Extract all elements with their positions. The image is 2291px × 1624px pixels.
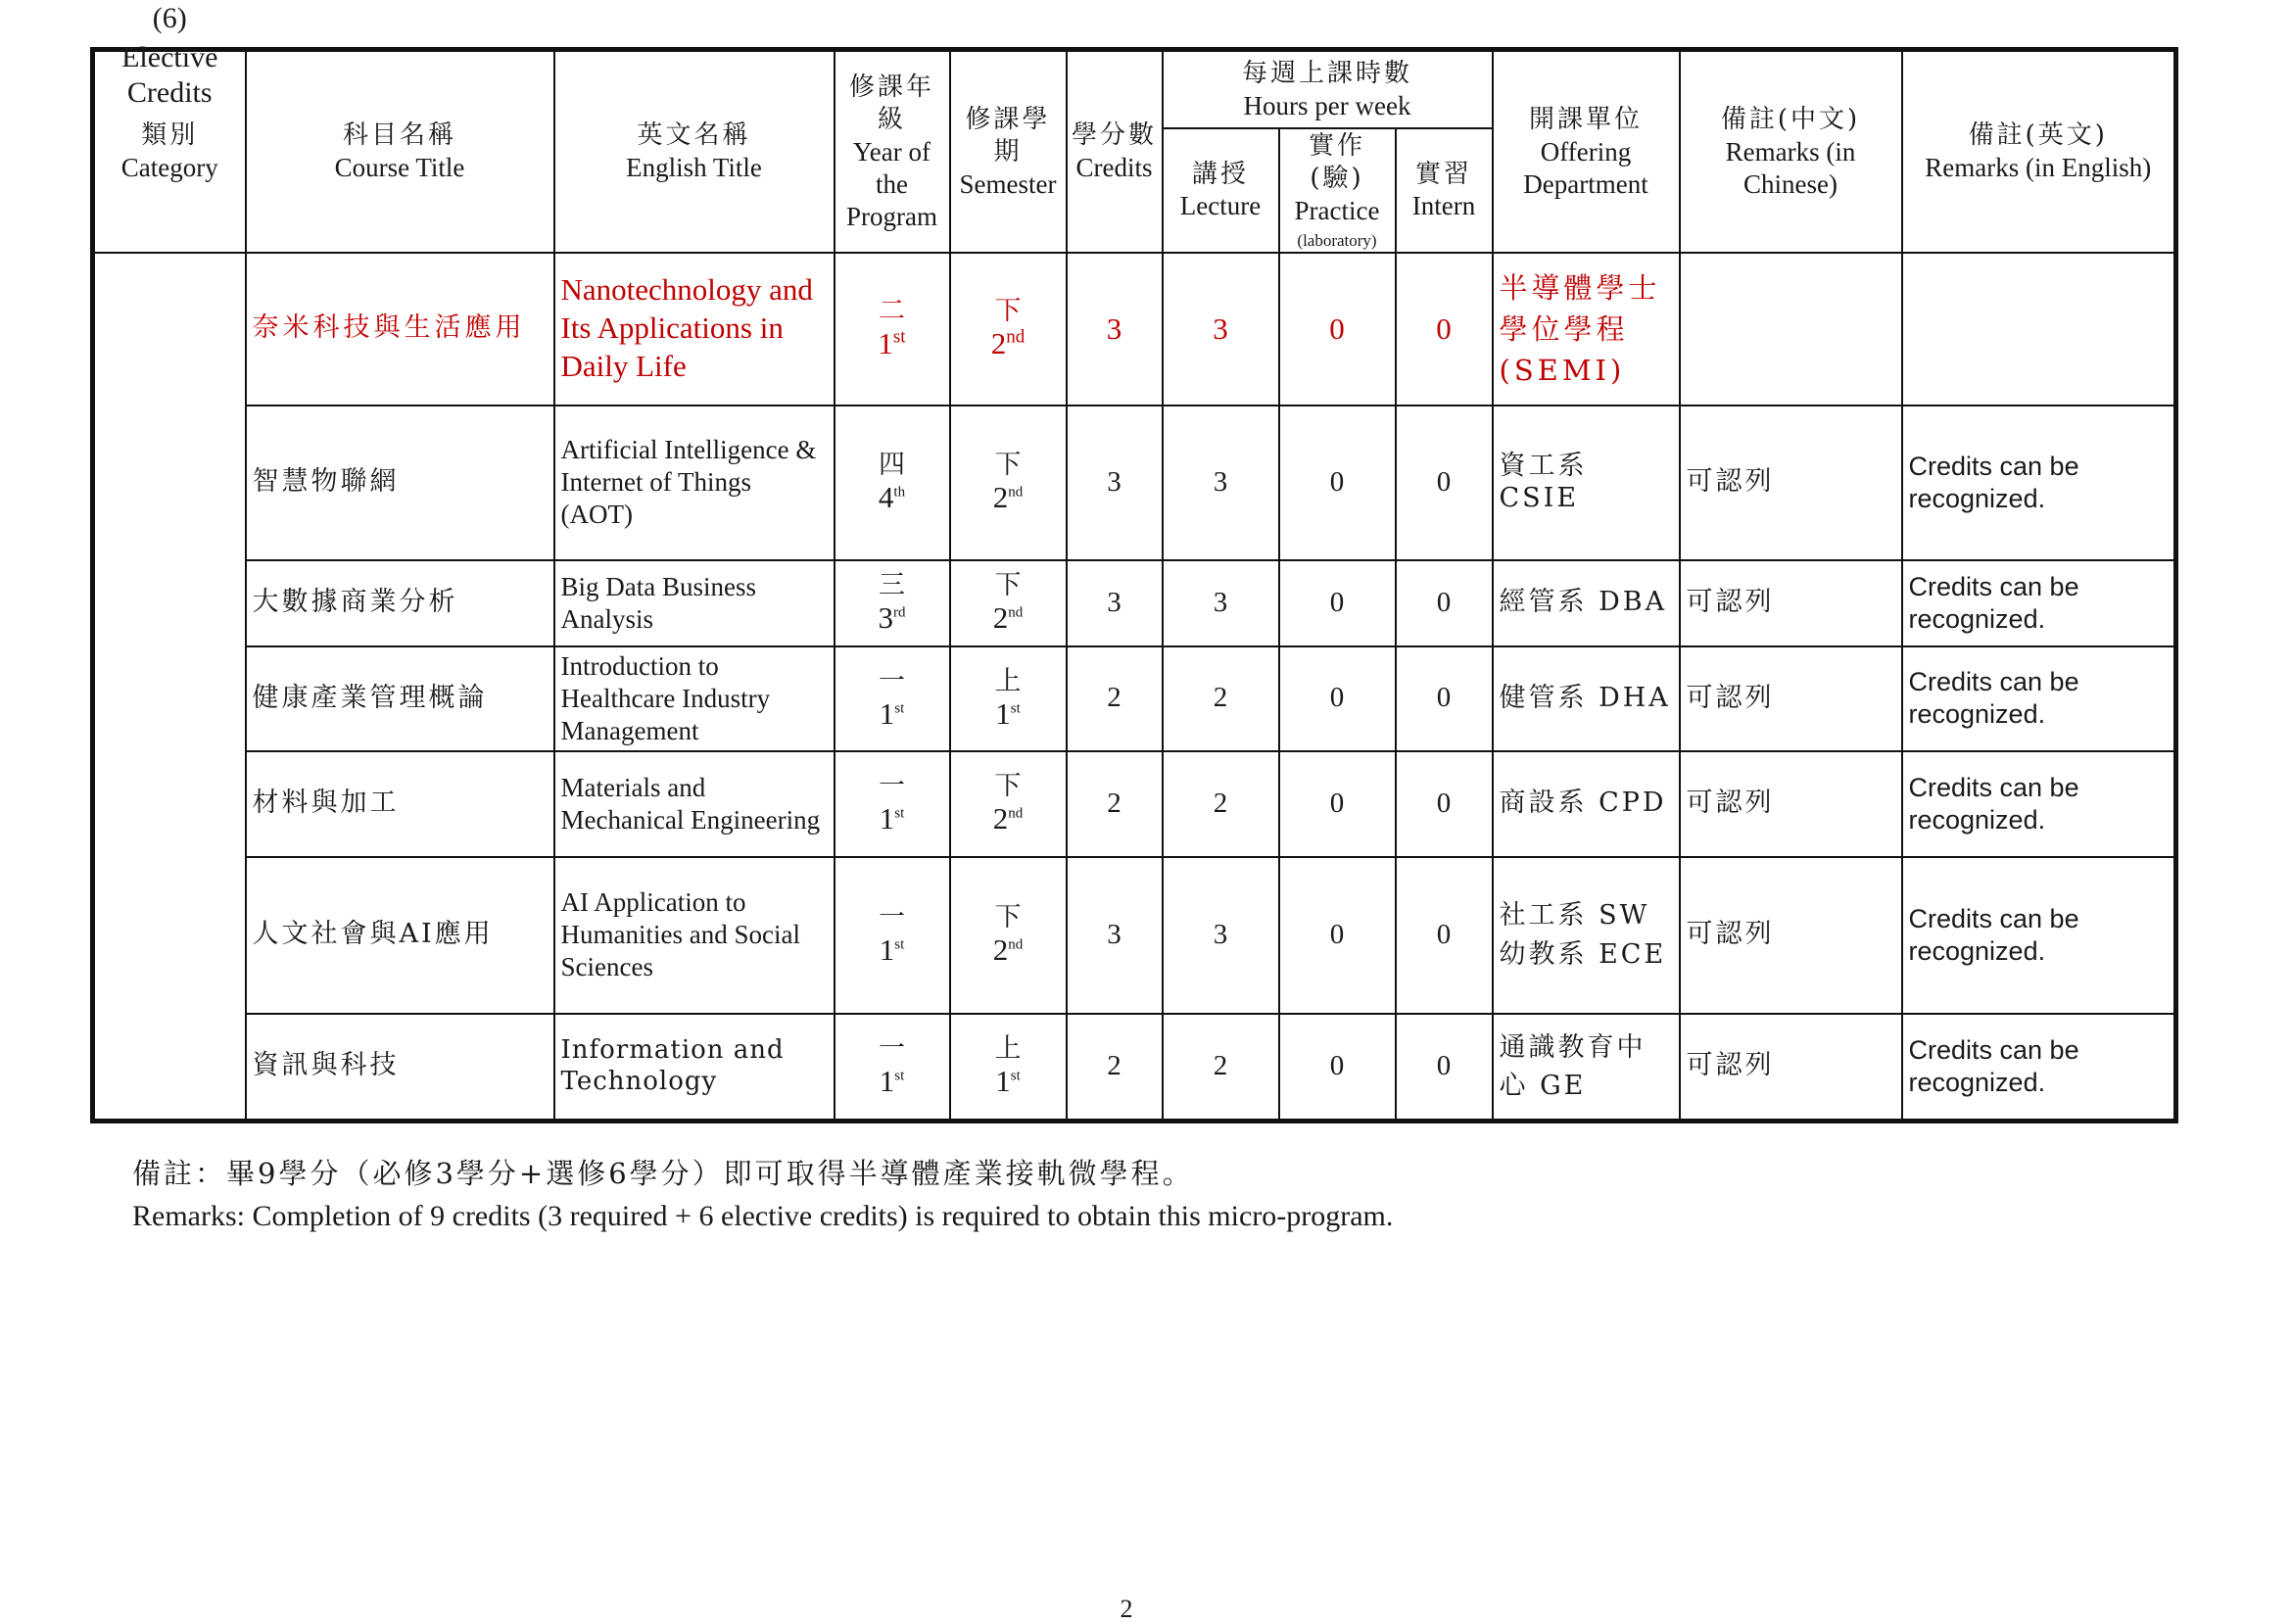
course-title-zh: 健康產業管理概論: [246, 646, 554, 751]
header-semester: [950, 50, 1067, 253]
practice-cell: 0: [1279, 253, 1396, 406]
course-title-zh: 資訊與科技: [246, 1014, 554, 1122]
remark-zh-cell: 可認列: [1680, 1014, 1902, 1122]
course-title-zh: 智慧物聯網: [246, 406, 554, 560]
semester-num: 2: [992, 480, 1009, 515]
practice-cell: 0: [1279, 751, 1396, 857]
remark-zh-cell: 可認列: [1680, 751, 1902, 857]
header-course-title-en: Course Title: [334, 153, 465, 183]
course-title-en: Artificial Intelligence & Internet of Things (AOT): [554, 406, 835, 560]
remark-zh-cell: [1680, 253, 1902, 406]
header-department: [1493, 50, 1680, 253]
year-cell: [835, 253, 950, 406]
intern-cell: 0: [1396, 406, 1493, 560]
header-remarks-english-zh: 備註(英文): [1968, 120, 2108, 151]
lecture-cell: 3: [1163, 560, 1279, 646]
remark-zh-cell: 可認列: [1680, 857, 1902, 1014]
table-row: [93, 751, 2176, 857]
year-num: 3: [878, 600, 893, 636]
year-num: 1: [879, 1064, 895, 1099]
semester-num: 2: [992, 932, 1009, 968]
year-zh: 一: [879, 771, 905, 802]
year-cell: [835, 560, 950, 646]
header-credits-zh: 學分數: [1071, 120, 1157, 151]
header-practice: [1279, 128, 1396, 253]
year-zh: 二: [879, 296, 905, 327]
semester-zh: 上: [994, 665, 1022, 696]
header-intern-zh: 實習: [1414, 159, 1472, 189]
year-suffix: rd: [893, 604, 906, 621]
practice-cell: 0: [1279, 1014, 1396, 1122]
course-title-en: Nanotechnology and Its Applications in Daily Life: [554, 253, 835, 406]
course-title-en: Materials and Mechanical Engineering: [554, 751, 835, 857]
semester-zh: 下: [994, 902, 1022, 933]
header-lecture-en: Lecture: [1179, 191, 1262, 221]
remark-en-cell: Credits can be recognized.: [1902, 857, 2176, 1014]
header-credits: [1067, 50, 1163, 253]
intern-cell: 0: [1396, 751, 1493, 857]
year-zh: 四: [878, 450, 905, 481]
year-zh: 一: [879, 665, 905, 696]
credits-cell: 2: [1067, 646, 1163, 751]
year-zh: 三: [879, 570, 905, 601]
year-cell: [835, 751, 950, 857]
header-practice-en: Practice: [1294, 195, 1380, 225]
remark-zh-cell: 可認列: [1680, 560, 1902, 646]
course-title-en: Big Data Business Analysis: [554, 560, 835, 646]
header-intern-en: Intern: [1411, 191, 1476, 221]
department-cell: 商設系 CPD: [1493, 751, 1680, 857]
year-cell: [835, 646, 950, 751]
year-num: 1: [879, 801, 895, 836]
header-credits-en: Credits: [1075, 153, 1153, 183]
department-cell: 經管系 DBA: [1493, 560, 1680, 646]
credits-cell: 2: [1067, 751, 1163, 857]
semester-suffix: nd: [1008, 936, 1024, 953]
remark-en-cell: Credits can be recognized.: [1902, 406, 2176, 560]
header-semester-zh: 修課學期: [965, 104, 1051, 167]
practice-cell: 0: [1279, 857, 1396, 1014]
category-en1: Elective: [121, 40, 218, 73]
header-remarks-chinese: [1680, 50, 1902, 253]
remark-en-cell: Credits can be recognized.: [1902, 560, 2176, 646]
department-cell: 通識教育中心 GE: [1493, 1014, 1680, 1122]
semester-cell: [950, 253, 1067, 406]
department-cell: 半導體學士學位學程 (SEMI): [1493, 253, 1680, 406]
lecture-cell: 2: [1163, 646, 1279, 751]
remark-en-cell: Credits can be recognized.: [1902, 751, 2176, 857]
remarks-note-en: Remarks: Completion of 9 credits (3 required + 6 elective credits) is required to obtain this micro-program.: [132, 1200, 1394, 1232]
semester-zh: 下: [994, 570, 1022, 601]
course-title-en: Introduction to Healthcare Industry Management: [554, 646, 835, 751]
header-course-title: [246, 50, 554, 253]
header-semester-en: Semester: [959, 169, 1057, 200]
header-course-title-zh: 科目名稱: [342, 120, 456, 151]
semester-zh: 下: [994, 771, 1022, 802]
semester-num: 1: [995, 1064, 1011, 1099]
course-title-zh: 大數據商業分析: [246, 560, 554, 646]
course-title-zh: 奈米科技與生活應用: [246, 253, 554, 406]
header-english-title-en: English Title: [626, 153, 762, 183]
header-category-zh: 類別: [141, 120, 199, 151]
lecture-cell: 2: [1163, 751, 1279, 857]
header-remarks-chinese-zh: 備註(中文): [1720, 105, 1861, 134]
remark-en-cell: Credits can be recognized.: [1902, 1014, 2176, 1122]
semester-num: 2: [990, 326, 1007, 361]
semester-cell: [950, 857, 1067, 1014]
year-suffix: st: [892, 326, 906, 348]
year-suffix: st: [894, 700, 905, 717]
intern-cell: 0: [1396, 253, 1493, 406]
practice-cell: 0: [1279, 560, 1396, 646]
semester-cell: [950, 751, 1067, 857]
remark-en-cell: Credits can be recognized.: [1902, 646, 2176, 751]
header-year: [835, 50, 950, 253]
semester-num: 2: [992, 600, 1009, 636]
year-zh: 一: [879, 902, 905, 933]
semester-zh: 下: [994, 450, 1022, 481]
course-table: [90, 2, 2178, 1123]
header-practice-sub: (laboratory): [1297, 230, 1377, 250]
header-hours-zh: 每週上課時數: [1241, 58, 1412, 88]
course-title-en: Information and Technology: [554, 1014, 835, 1122]
semester-zh: 下: [994, 296, 1022, 327]
lecture-cell: 2: [1163, 1014, 1279, 1122]
semester-suffix: nd: [1006, 326, 1026, 348]
credits-cell: 3: [1067, 560, 1163, 646]
table-row: [93, 646, 2176, 751]
category-en2: Credits: [126, 75, 213, 109]
intern-cell: 0: [1396, 1014, 1493, 1122]
year-suffix: st: [894, 936, 905, 953]
semester-num: 1: [995, 695, 1011, 731]
header-year-zh: 修課年級: [848, 72, 934, 135]
year-num: 1: [878, 326, 893, 361]
header-remarks-english: [1902, 50, 2176, 253]
remark-en-cell: [1902, 253, 2176, 406]
semester-cell: [950, 560, 1067, 646]
year-suffix: st: [894, 805, 905, 822]
department-cell: 社工系 SW 幼教系 ECE: [1493, 857, 1680, 1014]
table-row: [93, 1014, 2176, 1122]
header-lecture-zh: 講授: [1191, 159, 1249, 189]
header-practice-zh: 實作(驗): [1308, 130, 1365, 194]
lecture-cell: 3: [1163, 857, 1279, 1014]
department-cell: 資工系 CSIE: [1493, 406, 1680, 560]
year-num: 4: [878, 480, 894, 515]
semester-suffix: nd: [1008, 484, 1024, 501]
header-hours-en: Hours per week: [1243, 90, 1411, 120]
header-department-en: Offering Department: [1523, 136, 1648, 199]
department-cell: 健管系 DHA: [1493, 646, 1680, 751]
header-category-en: Category: [120, 153, 218, 183]
intern-cell: 0: [1396, 857, 1493, 1014]
remarks-note-zh: 備註：畢9學分（必修3學分+選修6學分）即可取得半導體產業接軌微學程。: [132, 1157, 1194, 1190]
credits-cell: 3: [1067, 253, 1163, 406]
semester-suffix: nd: [1008, 604, 1024, 621]
semester-zh: 上: [994, 1033, 1022, 1065]
year-suffix: th: [893, 484, 906, 501]
header-year-en: Year of the Program: [846, 137, 937, 231]
year-suffix: st: [894, 1069, 905, 1085]
semester-cell: [950, 1014, 1067, 1122]
remark-zh-cell: 可認列: [1680, 646, 1902, 751]
table-row: [93, 560, 2176, 646]
header-row-top: [93, 50, 2176, 128]
category-paren: (6): [152, 2, 187, 35]
semester-suffix: st: [1010, 700, 1021, 717]
year-num: 1: [879, 695, 895, 731]
header-department-zh: 開課單位: [1528, 105, 1643, 134]
header-english-title: [554, 50, 835, 253]
header-remarks-chinese-en: Remarks (in Chinese): [1725, 136, 1856, 199]
credits-cell: 3: [1067, 857, 1163, 1014]
lecture-cell: 3: [1163, 253, 1279, 406]
table-row: [93, 253, 2176, 406]
year-zh: 一: [879, 1033, 905, 1065]
semester-cell: [950, 406, 1067, 560]
header-hours: [1163, 50, 1493, 128]
year-cell: [835, 1014, 950, 1122]
course-title-en: AI Application to Humanities and Social Sciences: [554, 857, 835, 1014]
year-cell: [835, 406, 950, 560]
semester-suffix: st: [1010, 1069, 1021, 1085]
header-intern: [1396, 128, 1493, 253]
header-lecture: [1163, 128, 1279, 253]
table-row: [93, 857, 2176, 1014]
semester-suffix: nd: [1008, 805, 1024, 822]
credits-cell: 3: [1067, 406, 1163, 560]
course-title-zh: 人文社會與AI應用: [246, 857, 554, 1014]
semester-num: 2: [992, 801, 1009, 836]
course-title-zh: 材料與加工: [246, 751, 554, 857]
header-remarks-english-en: Remarks (in English): [1925, 153, 2152, 183]
table-row: [93, 406, 2176, 560]
year-cell: [835, 857, 950, 1014]
semester-cell: [950, 646, 1067, 751]
practice-cell: 0: [1279, 646, 1396, 751]
header-english-title-zh: 英文名稱: [637, 120, 751, 151]
page-number: 2: [1120, 1595, 1133, 1623]
lecture-cell: 3: [1163, 406, 1279, 560]
intern-cell: 0: [1396, 560, 1493, 646]
practice-cell: 0: [1279, 406, 1396, 560]
year-num: 1: [879, 932, 895, 968]
intern-cell: 0: [1396, 646, 1493, 751]
credits-cell: 2: [1067, 1014, 1163, 1122]
remark-zh-cell: 可認列: [1680, 406, 1902, 560]
